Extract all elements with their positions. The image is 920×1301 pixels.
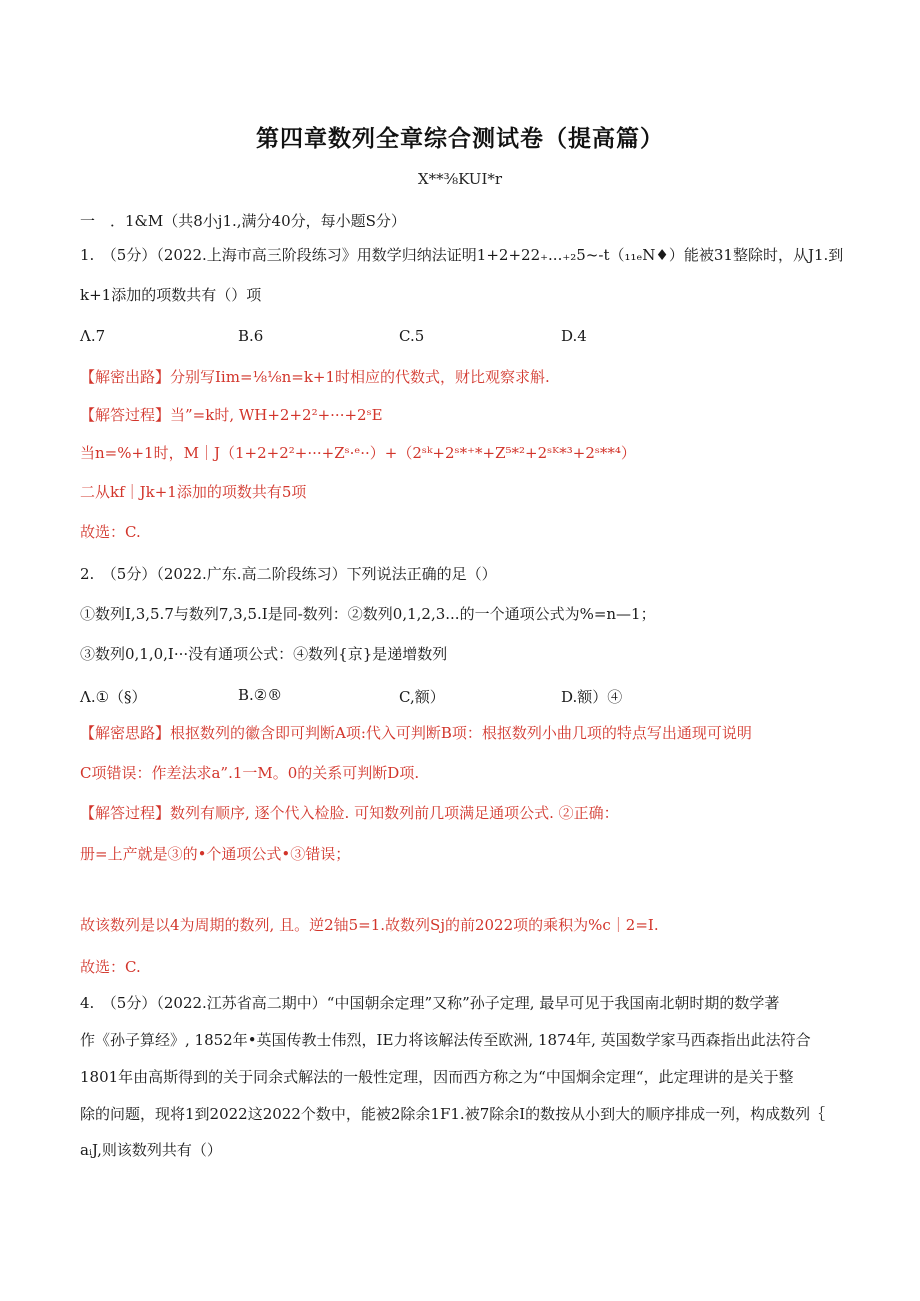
q4-stem-line-5: aᵢJ,则该数列共有（） xyxy=(80,1141,222,1159)
q2-solution-line-2: 册=上产就是③的•个通项公式•③错误； xyxy=(80,845,351,863)
q1-option-d: D.4 xyxy=(561,327,587,345)
q4-stem-line-2: 作《孙子算经》, 1852年•英国传教士伟烈，IE力将该解法传至欧洲, 1874年, 英国数学家马西森指出此法符合 xyxy=(80,1031,811,1049)
page-subtitle: X**⅜KUI*r xyxy=(417,170,503,188)
section-header: 一 ．1&M（共8小j1.,满分40分，每小题S分） xyxy=(80,212,406,230)
q1-stem-line-1: 1. （5分）（2022.上海市高三阶段练习》用数学归纳法证明1+2+22₊...₊₂5~-t（₁₁ₑN♦）能被31整除时，从J1.到 xyxy=(80,246,844,264)
q2-solution-line-3: 故该数列是以4为周期的数列, 且。逆2铀5=1.故数列Sj的前2022项的乘积为%c｜2=I. xyxy=(80,916,659,934)
q1-option-b: B.6 xyxy=(238,327,264,345)
page-title: 第四章数列全章综合测试卷（提高篇） xyxy=(256,126,664,152)
q2-analysis-line-1: 【解密思路】根抠数列的徽含即可判断A项:代入可判断B项：根抠数列小曲几项的特点写出通现可说明 xyxy=(80,724,752,742)
q2-answer: 故选：C. xyxy=(80,958,141,976)
q4-stem-line-1: 4. （5分）（2022.江苏省高二期中）“中国朝余定理”又称”孙子定理, 最早可见于我国南北朝时期的数学著 xyxy=(80,994,780,1012)
q1-solution-line-3: 二从kf｜Jk+1添加的项数共有5项 xyxy=(80,483,307,501)
q1-solution-line-2: 当n=%+1时，M｜J（1+2+2²+···+Zˢ·ᵉ··）+（2ˢᵏ+2ˢ*⁺*+Z⁵*²+2ˢᴷ*³+2ˢ**⁴） xyxy=(80,444,636,462)
q1-solution-line-1: 【解答过程】当”=k时, WH+2+2²+···+2ˢE xyxy=(80,406,383,424)
q2-solution-line-1: 【解答过程】数列有顺序, 逐个代入检脸. 可知数列前几项满足通项公式. ②正确： xyxy=(80,804,619,822)
q2-option-c: C,额） xyxy=(399,688,445,706)
q2-option-b: B.②® xyxy=(238,686,283,704)
q2-option-a: Λ.①（§） xyxy=(80,688,147,706)
q1-answer: 故选：C. xyxy=(80,523,141,541)
q1-option-c: C.5 xyxy=(399,327,425,345)
q4-stem-line-3: 1801年由高斯得到的关于同余式解法的一般性定理，因而西方称之为“中国烱余定理“，此定理讲的是关于整 xyxy=(80,1068,794,1086)
q2-stem-line-3: ③数列0,1,0,I···没有通项公式：④数列{京}是递增数列 xyxy=(80,645,448,663)
q1-stem-line-2: k+1添加的项数共有（）项 xyxy=(80,286,262,304)
q2-stem-line-2: ①数列I,3,5.7与数列7,3,5.I是同-数列：②数列0,1,2,3...的一个通项公式为%=n—1； xyxy=(80,605,656,623)
q2-analysis-line-2: C项错误：作差法求a”.1一M。0的关系可判断D项. xyxy=(80,764,420,782)
q2-option-d: D.额）④ xyxy=(561,688,623,706)
q1-analysis: 【解密出路】分别写Iim=⅛⅛n=k+1时相应的代数式，财比观察求斛. xyxy=(80,368,550,386)
q1-option-a: Λ.7 xyxy=(80,327,106,345)
q4-stem-line-4: 除的问题，现将1到2022这2022个数中，能被2除余1F1.被7除余I的数按从小到大的顺序排成一列，构成数列｛ xyxy=(80,1105,826,1123)
q2-stem-line-1: 2. （5分）（2022.广东.高二阶段练习）下列说法正确的足（） xyxy=(80,565,497,583)
